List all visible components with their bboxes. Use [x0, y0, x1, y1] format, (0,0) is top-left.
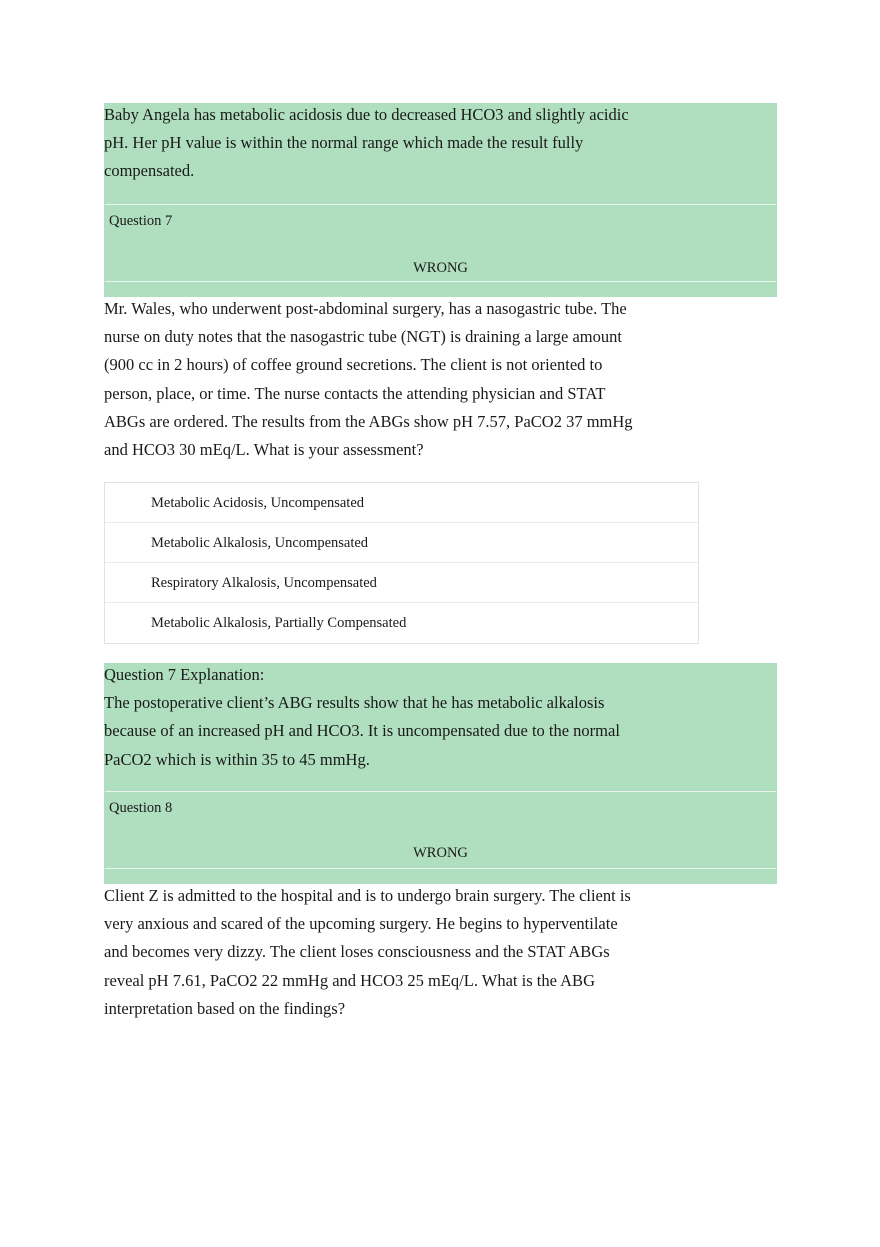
question-7-explanation: [104, 661, 620, 774]
text-line: and HCO3 30 mEq/L. What is your assessment?: [104, 440, 424, 460]
question-7-text: [104, 295, 633, 464]
text-line: pH. Her pH value is within the normal range which made the result fully: [104, 133, 584, 153]
question-7-label: Question 7: [109, 213, 173, 229]
text-line: because of an increased pH and HCO3. It is uncompensated due to the normal: [104, 721, 620, 741]
text-line: compensated.: [104, 161, 195, 181]
prev-explanation-text: [104, 101, 629, 186]
question-8-result: WRONG: [413, 845, 468, 861]
question-8-header: [105, 791, 776, 869]
text-line: ABGs are ordered. The results from the ABGs show pH 7.57, PaCO2 37 mmHg: [104, 411, 633, 431]
text-line: interpretation based on the findings?: [104, 998, 346, 1018]
question-7-result: WRONG: [413, 260, 468, 276]
answer-option[interactable]: Respiratory Alkalosis, Uncompensated: [105, 563, 698, 603]
text-line: Client Z is admitted to the hospital and is to undergo brain surgery. The client is: [104, 886, 631, 905]
answer-option[interactable]: Metabolic Alkalosis, Partially Compensated: [151, 615, 407, 631]
text-line: person, place, or time. The nurse contacts the attending physician and STAT: [104, 383, 606, 403]
question-7-options: [104, 482, 699, 644]
answer-option[interactable]: Metabolic Acidosis, Uncompensated: [105, 483, 698, 523]
text-line: nurse on duty notes that the nasogastric tube (NGT) is draining a large amount: [104, 327, 622, 347]
question-8-label: Question 8: [109, 800, 173, 816]
text-line: (900 cc in 2 hours) of coffee ground secretions. The client is not oriented to: [104, 355, 603, 375]
text-line: The postoperative client’s ABG results show that he has metabolic alkalosis: [104, 693, 605, 713]
text-line: Mr. Wales, who underwent post-abdominal surgery, has a nasogastric tube. The: [104, 299, 627, 318]
text-line: PaCO2 which is within 35 to 45 mmHg.: [104, 749, 370, 769]
text-line: reveal pH 7.61, PaCO2 22 mmHg and HCO3 25 mEq/L. What is the ABG: [104, 970, 595, 990]
question-8-text: [104, 882, 631, 1023]
explanation-title: Question 7 Explanation:: [104, 665, 265, 684]
text-line: very anxious and scared of the upcoming surgery. He begins to hyperventilate: [104, 914, 618, 934]
text-line: Baby Angela has metabolic acidosis due to decreased HCO3 and slightly acidic: [104, 105, 629, 124]
question-7-header: [105, 204, 776, 282]
text-line: and becomes very dizzy. The client loses consciousness and the STAT ABGs: [104, 942, 610, 962]
answer-option[interactable]: Metabolic Alkalosis, Uncompensated: [105, 523, 698, 563]
